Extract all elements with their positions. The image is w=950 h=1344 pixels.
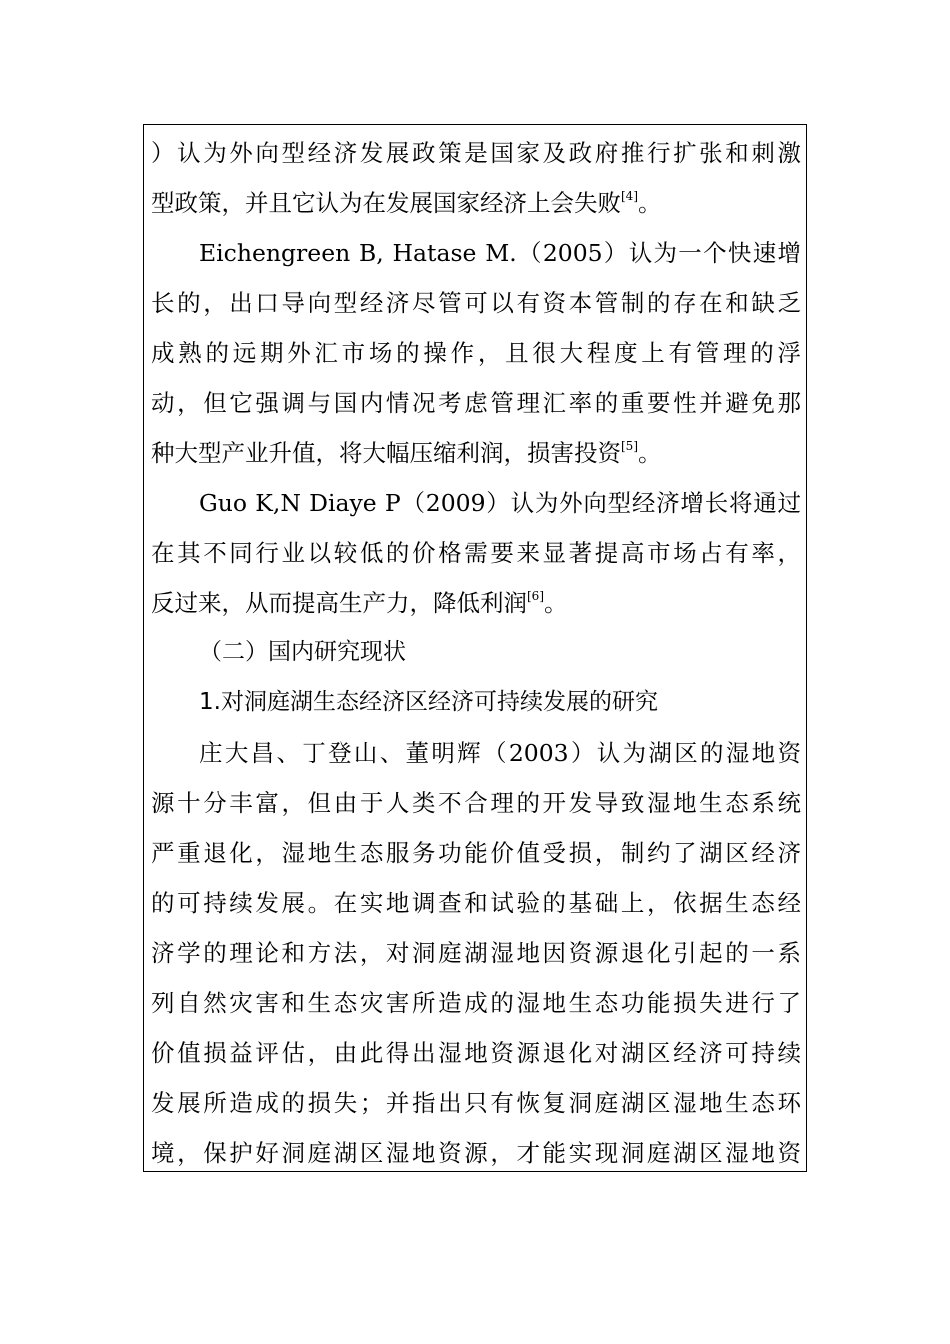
text-line: 列自然灾害和生态灾害所造成的湿地生态功能损失进行了 xyxy=(151,989,801,1017)
citation-ref: [6] xyxy=(527,589,544,603)
text-line: 济学的理论和方法，对洞庭湖湿地因资源退化引起的一系 xyxy=(151,939,801,967)
citation-ref: [4] xyxy=(621,189,638,203)
period: 。 xyxy=(638,439,662,467)
period: 。 xyxy=(544,589,568,617)
text-line: 成熟的远期外汇市场的操作，且很大程度上有管理的浮 xyxy=(151,339,801,367)
text-line: 严重退化，湿地生态服务功能价值受损，制约了湖区经济 xyxy=(151,839,801,867)
line-text: 种大型产业升值，将大幅压缩利润，损害投资 xyxy=(151,439,621,467)
text-line xyxy=(151,438,801,468)
text-line: Eichengreen B, Hatase M.（2005）认为一个快速增 xyxy=(199,239,801,267)
text-line: 在其不同行业以较低的价格需要来显著提高市场占有率， xyxy=(151,539,801,567)
line-text: 反过来，从而提高生产力，降低利润 xyxy=(151,589,527,617)
text-line xyxy=(151,588,801,618)
citation-ref: [5] xyxy=(621,439,638,453)
text-line: 源十分丰富，但由于人类不合理的开发导致湿地生态系统 xyxy=(151,789,801,817)
text-line: 境，保护好洞庭湖区湿地资源，才能实现洞庭湖区湿地资 xyxy=(151,1139,801,1167)
text-line: 长的，出口导向型经济尽管可以有资本管制的存在和缺乏 xyxy=(151,289,801,317)
text-line: 的可持续发展。在实地调查和试验的基础上，依据生态经 xyxy=(151,889,801,917)
text-line xyxy=(151,188,801,218)
text-line: ）认为外向型经济发展政策是国家及政府推行扩张和刺激 xyxy=(151,139,801,167)
section-heading: （二）国内研究现状 xyxy=(199,639,406,665)
line-text: 型政策，并且它认为在发展国家经济上会失败 xyxy=(151,189,621,217)
period: 。 xyxy=(638,189,662,217)
text-line: 价值损益评估，由此得出湿地资源退化对湖区经济可持续 xyxy=(151,1039,801,1067)
subsection-heading: 1.对洞庭湖生态经济区经济可持续发展的研究 xyxy=(199,689,658,715)
text-line: 庄大昌、丁登山、董明辉（2003）认为湖区的湿地资 xyxy=(199,739,801,767)
text-line: 动，但它强调与国内情况考虑管理汇率的重要性并避免那 xyxy=(151,389,801,417)
text-line: 发展所造成的损失；并指出只有恢复洞庭湖区湿地生态环 xyxy=(151,1089,801,1117)
text-line: Guo K,N Diaye P（2009）认为外向型经济增长将通过 xyxy=(199,489,801,517)
